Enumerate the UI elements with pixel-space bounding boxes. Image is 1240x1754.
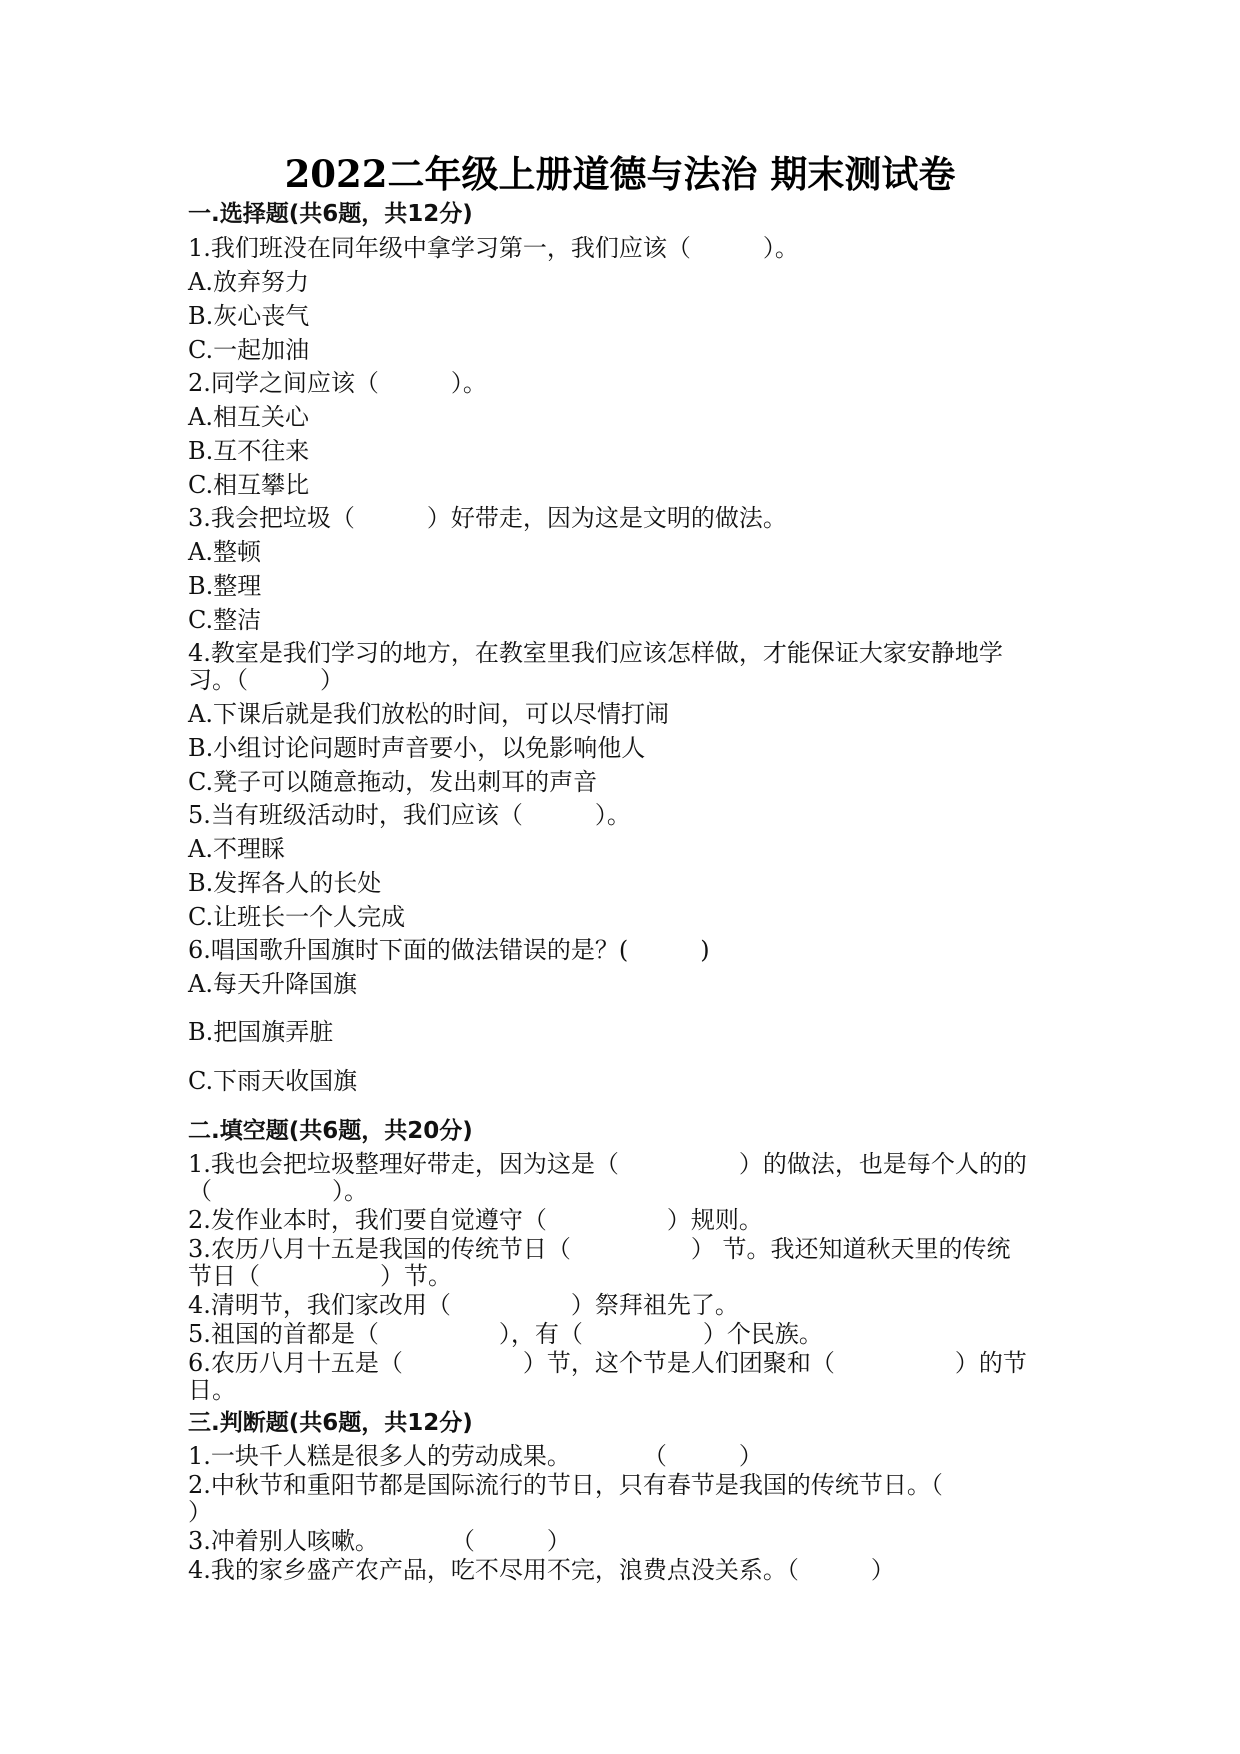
option: A.每天升降国旗: [188, 970, 357, 998]
option: C.一起加油: [188, 336, 310, 364]
fill-line: 2.发作业本时，我们要自觉遵守（ ）规则。: [188, 1206, 763, 1234]
option: A.相互关心: [188, 403, 309, 431]
option: C.相互攀比: [188, 471, 310, 499]
option: C.下雨天收国旗: [188, 1067, 358, 1095]
judge-line: ）: [188, 1498, 212, 1526]
option: B.互不往来: [188, 437, 310, 465]
option: A.下课后就是我们放松的时间，可以尽情打闹: [188, 700, 669, 728]
fill-line: 6.农历八月十五是（ ）节，这个节是人们团聚和（ ）的节: [188, 1349, 1027, 1377]
fill-line: 日。: [188, 1376, 236, 1404]
option: B.小组讨论问题时声音要小，以免影响他人: [188, 734, 646, 762]
page-title: 2022二年级上册道德与法治 期末测试卷: [284, 152, 956, 196]
judge-line: 4.我的家乡盛产农产品，吃不尽用不完，浪费点没关系。（ ）: [188, 1556, 895, 1584]
section-heading-choice: 一.选择题(共6题，共12分): [188, 201, 473, 227]
option: B.发挥各人的长处: [188, 869, 382, 897]
option: B.灰心丧气: [188, 302, 310, 330]
option: B.整理: [188, 572, 262, 600]
fill-line: 3.农历八月十五是我国的传统节日（ ） 节。我还知道秋天里的传统: [188, 1235, 1011, 1263]
section-heading-judge: 三.判断题(共6题，共12分): [188, 1410, 473, 1436]
option: B.把国旗弄脏: [188, 1018, 334, 1046]
judge-line: 3.冲着别人咳嗽。 （ ）: [188, 1527, 571, 1555]
option: A.整顿: [188, 538, 261, 566]
judge-line: 2.中秋节和重阳节都是国际流行的节日，只有春节是我国的传统节日。（: [188, 1471, 943, 1499]
section-heading-fill: 二.填空题(共6题，共20分): [188, 1118, 473, 1144]
fill-line: 5.祖国的首都是（ ），有（ ）个民族。: [188, 1320, 823, 1348]
fill-line: 节日（ ）节。: [188, 1262, 452, 1290]
question-stem: 3.我会把垃圾（ ）好带走，因为这是文明的做法。: [188, 504, 787, 532]
fill-line: （ ）。: [188, 1177, 368, 1205]
question-stem: 1.我们班没在同年级中拿学习第一，我们应该（ ）。: [188, 234, 799, 262]
question-stem-continued: 习。（ ）: [188, 666, 344, 694]
option: A.放弃努力: [188, 268, 309, 296]
option: C.让班长一个人完成: [188, 903, 406, 931]
question-stem: 4.教室是我们学习的地方，在教室里我们应该怎样做，才能保证大家安静地学: [188, 639, 1003, 667]
option: A.不理睬: [188, 835, 285, 863]
fill-line: 4.清明节，我们家改用（ ）祭拜祖先了。: [188, 1291, 739, 1319]
question-stem: 2.同学之间应该（ ）。: [188, 369, 487, 397]
option: C.凳子可以随意拖动，发出刺耳的声音: [188, 768, 598, 796]
option: C.整洁: [188, 606, 262, 634]
question-stem: 5.当有班级活动时，我们应该（ ）。: [188, 801, 631, 829]
fill-line: 1.我也会把垃圾整理好带走，因为这是（ ）的做法，也是每个人的的: [188, 1150, 1027, 1178]
question-stem: 6.唱国歌升国旗时下面的做法错误的是？( ): [188, 936, 710, 964]
judge-line: 1.一块千人糕是很多人的劳动成果。 （ ）: [188, 1442, 763, 1470]
